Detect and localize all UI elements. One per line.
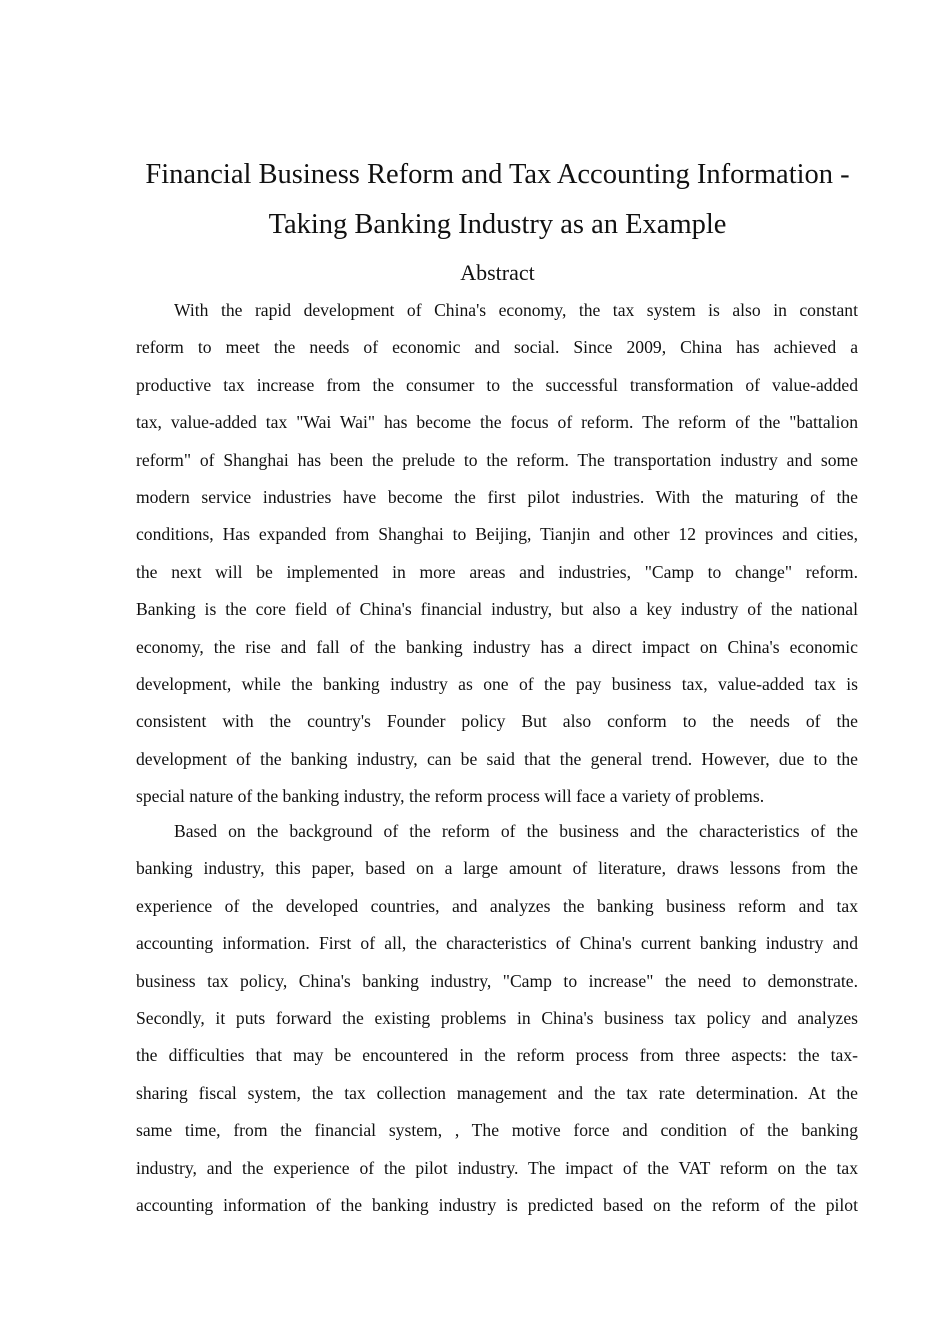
abstract-heading: Abstract — [460, 260, 535, 285]
paragraph-line: experience of the developed countries, and analyzes the banking business reform and tax — [136, 895, 858, 916]
paragraph-line: Secondly, it puts forward the existing problems in China's business tax policy and analyzes — [136, 1007, 858, 1028]
paragraph-line: sharing fiscal system, the tax collection management and the tax rate determination. At the — [136, 1082, 858, 1103]
paragraph-line: reform to meet the needs of economic and social. Since 2009, China has achieved a — [136, 337, 858, 358]
paragraph-line: economy, the rise and fall of the banking industry has a direct impact on China's economic — [136, 636, 858, 657]
paragraph-line: accounting information. First of all, the characteristics of China's current banking industry and — [136, 933, 858, 954]
paragraph-line: accounting information of the banking industry is predicted based on the reform of the pilot — [136, 1194, 858, 1215]
paragraph-line: development of the banking industry, can be said that the general trend. However, due to the — [136, 748, 858, 769]
paragraph-line: banking industry, this paper, based on a large amount of literature, draws lessons from the — [136, 858, 858, 879]
paragraph-line: Banking is the core field of China's financial industry, but also a key industry of the national — [136, 599, 858, 620]
paragraph-line: Based on the background of the reform of the business and the characteristics of the — [174, 821, 858, 841]
paragraph-line: business tax policy, China's banking industry, "Camp to increase" the need to demonstrate. — [136, 970, 858, 991]
paragraph-line: With the rapid development of China's economy, the tax system is also in constant — [174, 300, 858, 320]
paragraph-line: same time, from the financial system, , The motive force and condition of the banking — [136, 1120, 858, 1141]
paragraph-line: consistent with the country's Founder policy But also conform to the needs of the — [136, 711, 858, 732]
paragraph-line: modern service industries have become the first pilot industries. With the maturing of the — [136, 486, 858, 507]
paragraph-line: the next will be implemented in more areas and industries, "Camp to change" reform. — [136, 561, 858, 582]
paragraph-line: development, while the banking industry as one of the pay business tax, value-added tax is — [136, 673, 858, 694]
title-line-2: Taking Banking Industry as an Example — [268, 209, 727, 240]
abstract-paragraph-2 — [136, 813, 858, 1224]
paragraph-line: reform" of Shanghai has been the prelude to the reform. The transportation industry and some — [136, 449, 858, 470]
paragraph-line: conditions, Has expanded from Shanghai to Beijing, Tianjin and other 12 provinces and cities, — [136, 524, 858, 545]
paragraph-line: special nature of the banking industry, the reform process will face a variety of problems. — [136, 786, 765, 807]
paragraph-line: industry, and the experience of the pilot industry. The impact of the VAT reform on the tax — [136, 1157, 858, 1178]
paragraph-line: tax, value-added tax "Wai Wai" has become the focus of reform. The reform of the "battalion — [136, 412, 858, 433]
abstract-paragraph-1 — [136, 292, 858, 815]
paragraph-line: productive tax increase from the consumer to the successful transformation of value-added — [136, 374, 858, 395]
paragraph-line: the difficulties that may be encountered in the reform process from three aspects: the tax- — [136, 1045, 858, 1066]
title-line-1: Financial Business Reform and Tax Accounting Information - — [145, 159, 850, 190]
